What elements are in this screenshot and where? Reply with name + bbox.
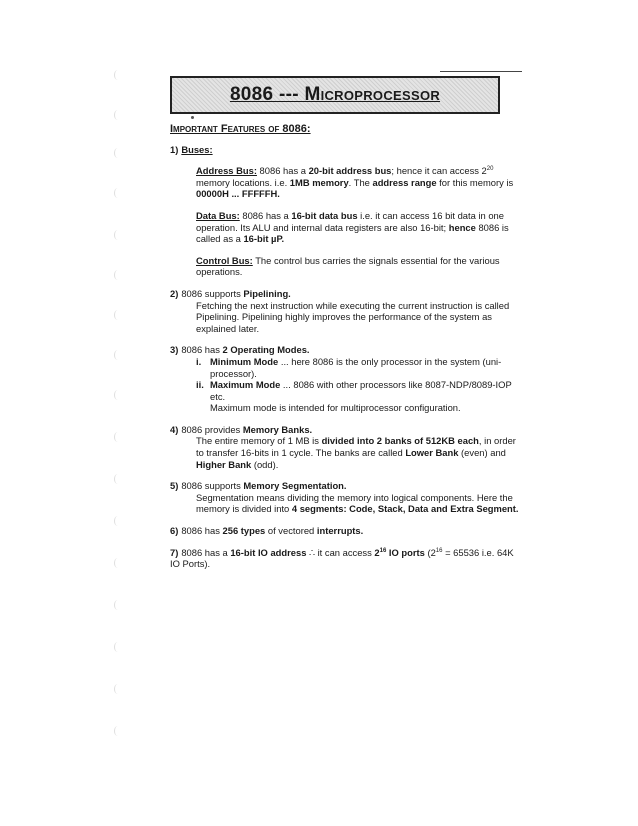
mode-maximum: ii. Maximum Mode ... 8086 with other processors like 8087-NDP/8089-IOP etc. Maximum mode is intended for multiprocessor configuration. <box>196 379 512 414</box>
data-bus-paragraph: Data Bus: 8086 has a 16-bit data bus i.e. it can access 16 bit data in one operation. Its ALU and internal data registers are also 16-bit; hence 8086 is called as a 16-bit µP. <box>196 209 509 245</box>
feature-item-memory-banks: 4) 8086 provides Memory Banks. The entire memory of 1 MB is divided into 2 banks of 512KB each, in order to transfer 16-bits in 1 cycle. The banks are called Lower Bank (even) and Higher Bank (odd). <box>170 423 516 470</box>
document-body <box>170 124 520 580</box>
feature-item-interrupts: 6) 8086 has 256 types of vectored interrupts. <box>170 525 364 537</box>
top-rule <box>440 71 522 72</box>
mode-minimum: i. Minimum Mode ... here 8086 is the only processor in the system (uni-processor). <box>196 355 502 379</box>
page-title: 8086 --- Microprocessor <box>229 84 441 105</box>
control-bus-paragraph: Control Bus: The control bus carries the signals essential for the various operations. <box>196 254 500 278</box>
feature-item-buses <box>170 144 520 278</box>
scan-dot <box>191 116 194 119</box>
feature-item-operating-modes: 3) 8086 has 2 Operating Modes. i. Minimum Mode ... here 8086 is the only processor in the system (uni-processor). ii. Maximum Mode ... 8086 with other processors like 8087-NDP/8089-IOP etc. Maximum mode is intended for multiprocessor configuration. <box>170 344 520 414</box>
item-number: 1) <box>170 143 179 155</box>
title-box <box>170 76 500 114</box>
feature-item-segmentation: 5) 8086 supports Memory Segmentation. Segmentation means dividing the memory into logical components. Here the memory is divided into 4 segments: Code, Stack, Data and Extra Segment. <box>170 480 519 515</box>
section-heading: Important Features of 8086: <box>170 123 311 135</box>
address-bus-paragraph: Address Bus: 8086 has a 20-bit address bus; hence it can access $2^{20}$ memory locations. i.e. 1MB memory. The address range for this memory is 00000H ... FFFFFH. <box>196 165 514 200</box>
item-label: Buses: <box>181 143 213 155</box>
scan-edge-marks <box>114 70 128 750</box>
feature-item-io-address: 7) 8086 has a 16-bit IO address ∴ it can access $2^{16}$ IO ports ($2^{16} = 65536$ i.e. 64K IO Ports). <box>170 546 514 570</box>
feature-item-pipelining: 2) 8086 supports Pipelining. Fetching the next instruction while executing the current instruction is called Pipelining. Pipelining highly improves the performance of the system as explained later. <box>170 287 510 334</box>
